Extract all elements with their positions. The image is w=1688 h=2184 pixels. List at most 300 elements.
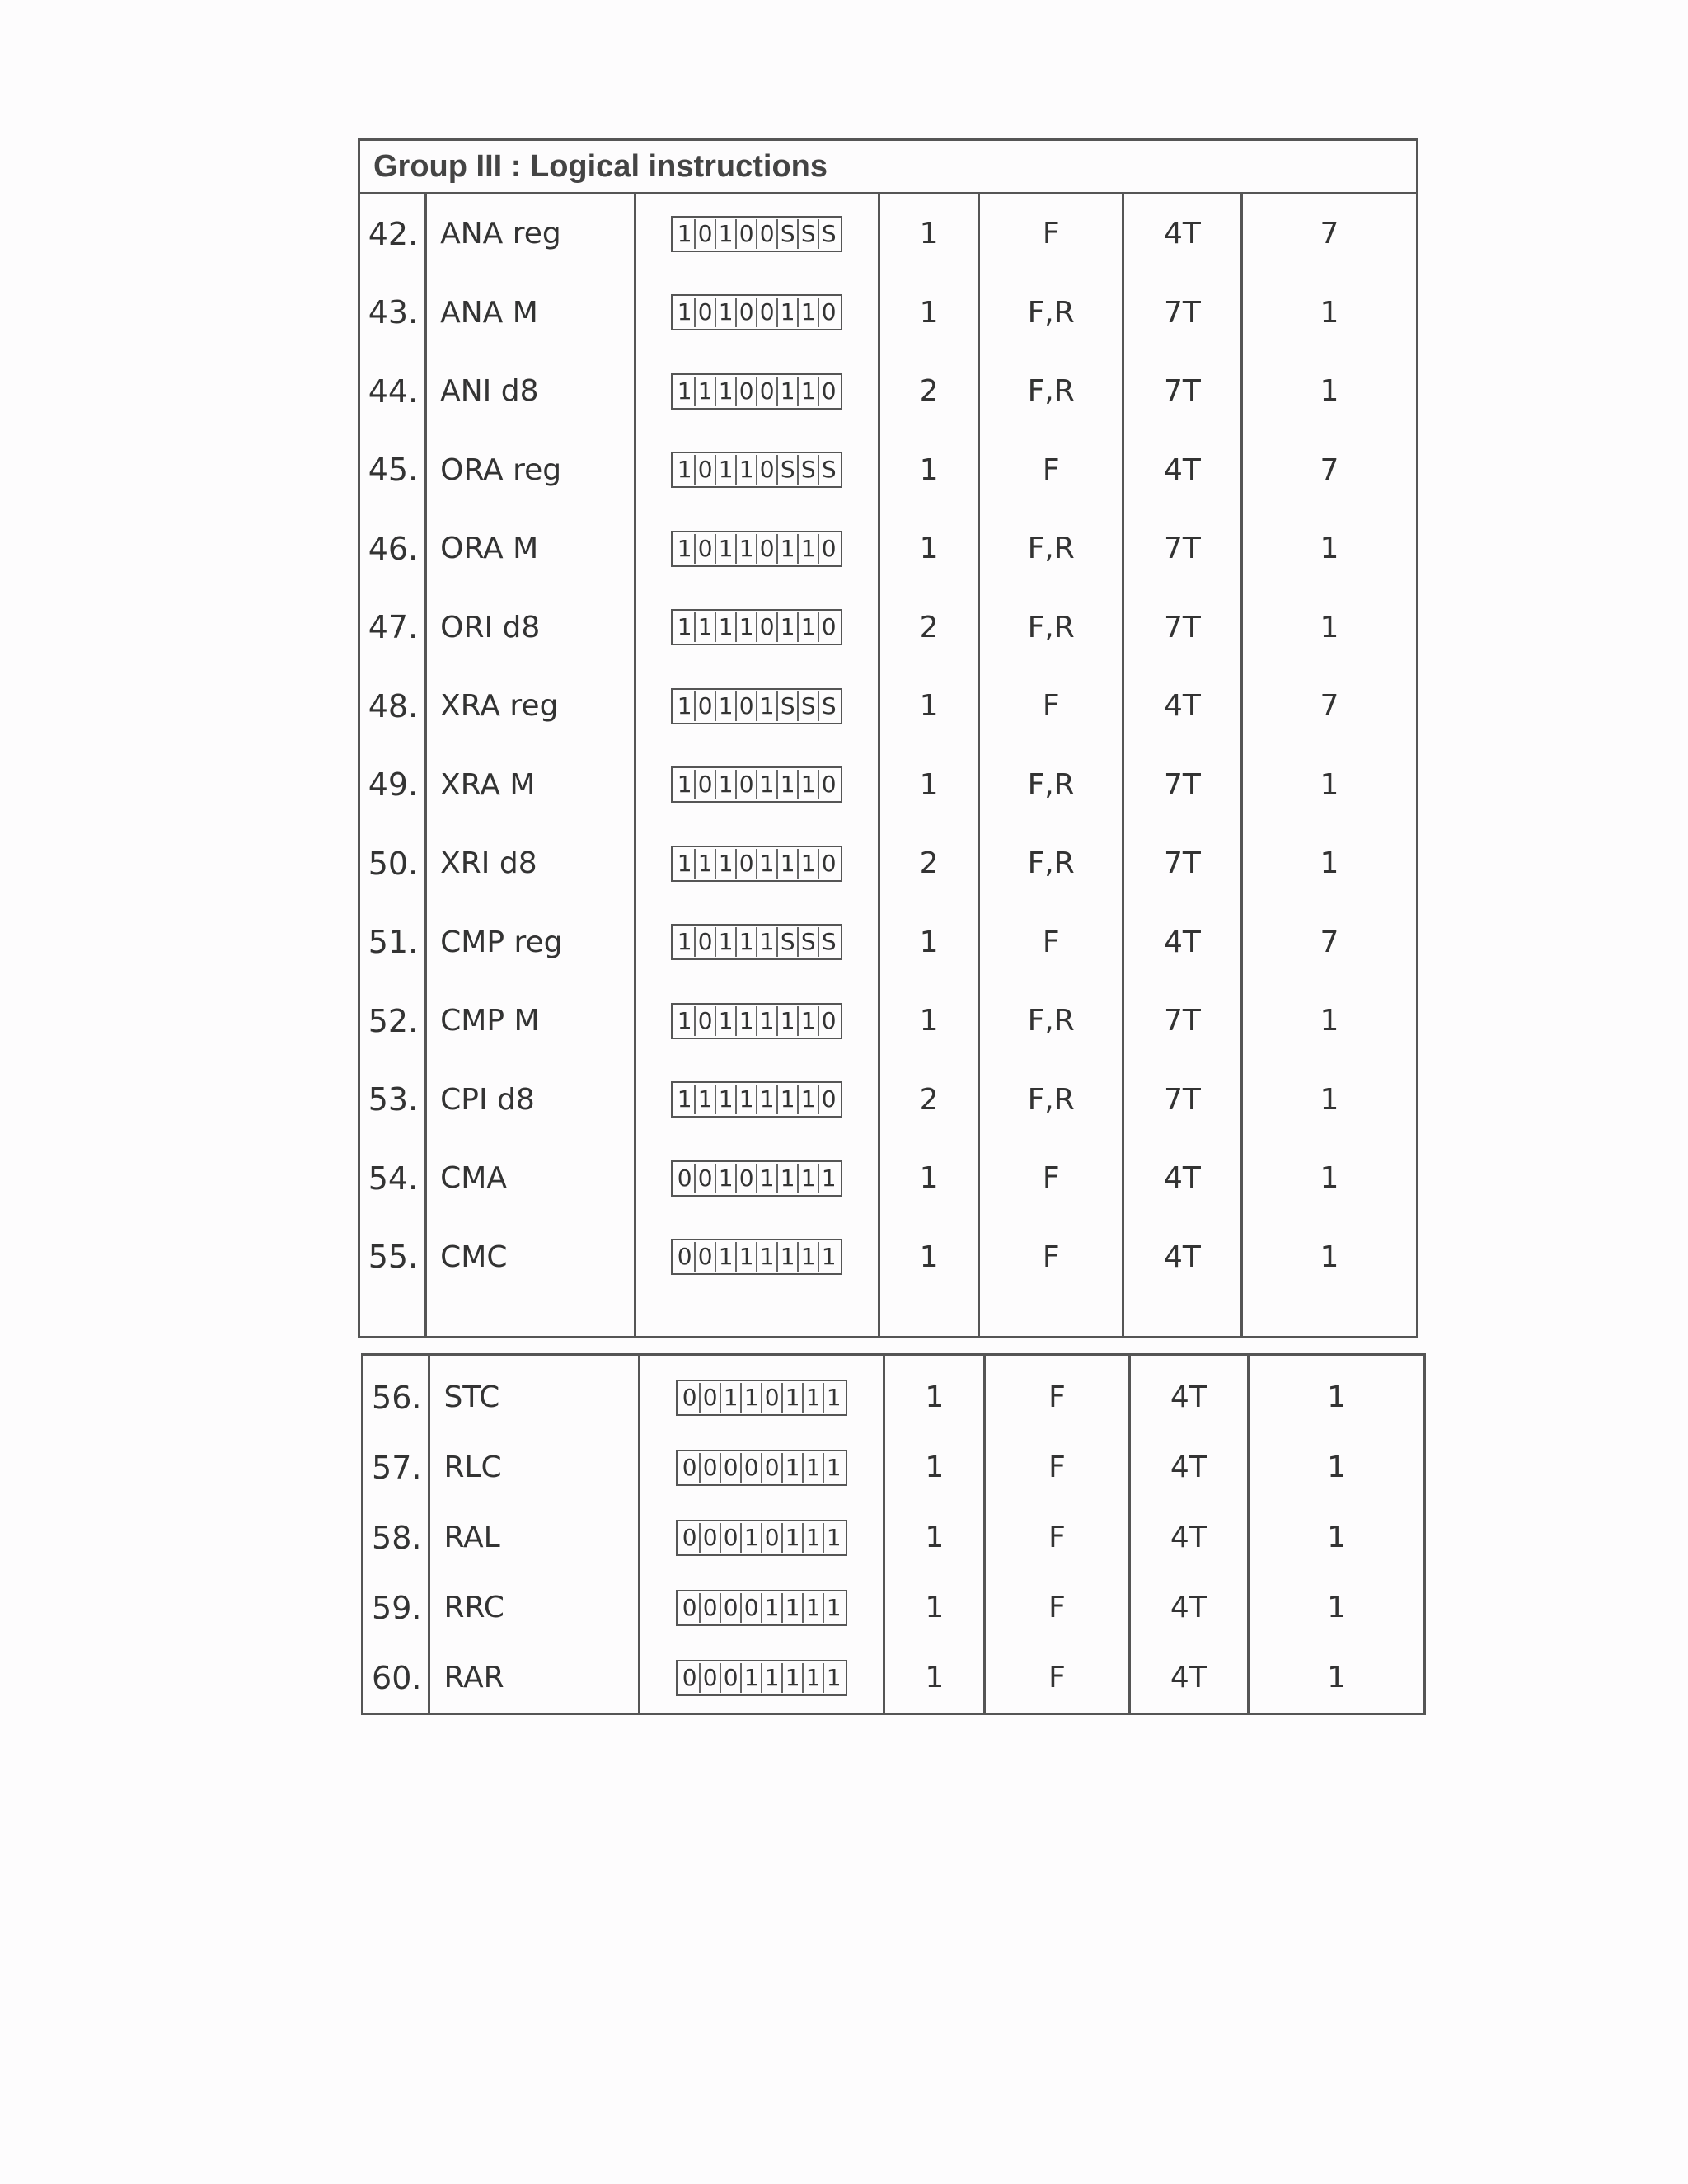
opcode-bit: 1	[735, 534, 756, 564]
opcode-bits	[635, 352, 879, 431]
row-number: 45.	[359, 431, 426, 510]
opcode-box	[671, 1081, 842, 1118]
opcode-box	[671, 373, 842, 410]
opcode-bit: 0	[699, 1383, 720, 1413]
opcode-bit: 1	[756, 770, 776, 799]
row-number: 48.	[359, 667, 426, 746]
t-states: 4T	[1123, 1139, 1241, 1218]
instruction-row	[363, 1643, 1425, 1714]
opcode-bit: 0	[720, 1453, 740, 1483]
opcode-bit: 1	[776, 612, 797, 642]
opcode-bit: 0	[818, 377, 838, 406]
flags-affected: F	[985, 1572, 1129, 1643]
instruction-row	[359, 509, 1418, 588]
t-states: 4T	[1123, 903, 1241, 982]
opcode-bit: 1	[776, 377, 797, 406]
opcode-bit: 1	[761, 1663, 781, 1693]
opcode-bit: 0	[818, 534, 838, 564]
opcode-bit: 1	[797, 534, 818, 564]
mnemonic: ORA reg	[426, 431, 635, 510]
opcode-bit: 1	[694, 849, 715, 879]
t-states: 4T	[1123, 1218, 1241, 1297]
opcode-bit: 1	[781, 1453, 802, 1483]
opcode-bits	[635, 667, 879, 746]
flags-affected: F,R	[979, 274, 1123, 353]
flags-affected: F	[979, 431, 1123, 510]
opcode-bit: 1	[823, 1453, 843, 1483]
flags-affected: F	[985, 1502, 1129, 1572]
byte-count: 2	[879, 824, 979, 903]
instruction-row	[359, 352, 1418, 431]
opcode-bit: 0	[818, 612, 838, 642]
opcode-bit: 1	[797, 770, 818, 799]
t-states: 7T	[1123, 982, 1241, 1061]
opcode-bit: 1	[677, 456, 692, 484]
byte-count: 2	[879, 352, 979, 431]
opcode-bit: 1	[715, 612, 735, 642]
instruction-count: 7	[1241, 194, 1417, 274]
mnemonic: RRC	[429, 1572, 640, 1643]
byte-count: 1	[884, 1432, 985, 1502]
opcode-bit: 1	[677, 928, 692, 956]
opcode-bit: 0	[694, 927, 715, 957]
opcode-bit: 0	[735, 377, 756, 406]
opcode-bit: 0	[756, 612, 776, 642]
opcode-bit: 1	[735, 612, 756, 642]
instruction-row	[363, 1572, 1425, 1643]
opcode-bit: 0	[818, 1085, 838, 1114]
instruction-row	[363, 1432, 1425, 1502]
opcode-bit: 1	[797, 298, 818, 327]
opcode-bit: 0	[682, 1663, 697, 1691]
opcode-bit: 1	[756, 691, 776, 721]
mnemonic: RAR	[429, 1643, 640, 1714]
opcode-bit: 1	[715, 377, 735, 406]
row-number: 46.	[359, 509, 426, 588]
opcode-bit: 1	[677, 849, 692, 877]
opcode-box	[671, 846, 842, 882]
opcode-bit: 0	[694, 1164, 715, 1193]
opcode-bit: 1	[823, 1593, 843, 1623]
opcode-bit: 0	[756, 455, 776, 485]
byte-count: 1	[879, 1139, 979, 1218]
opcode-bit: 1	[715, 927, 735, 957]
opcode-bit: 1	[776, 1085, 797, 1114]
row-number: 52.	[359, 982, 426, 1061]
flags-affected: F,R	[979, 824, 1123, 903]
opcode-bit: 1	[740, 1663, 761, 1693]
instruction-row	[359, 667, 1418, 746]
flags-affected: F,R	[979, 746, 1123, 825]
mnemonic: RLC	[429, 1432, 640, 1502]
opcode-bit: 0	[756, 298, 776, 327]
opcode-bit: 1	[781, 1663, 802, 1693]
byte-count: 1	[884, 1643, 985, 1714]
flags-affected: F	[985, 1432, 1129, 1502]
opcode-box	[671, 766, 842, 803]
opcode-bit: S	[776, 455, 797, 485]
byte-count: 1	[879, 509, 979, 588]
opcode-bit: 0	[694, 691, 715, 721]
instruction-row	[359, 431, 1418, 510]
t-states: 7T	[1123, 746, 1241, 825]
opcode-bit: 0	[735, 691, 756, 721]
opcode-bit: 1	[776, 1164, 797, 1193]
instruction-count: 1	[1241, 824, 1417, 903]
instruction-count: 1	[1241, 1218, 1417, 1297]
opcode-bit: 1	[776, 849, 797, 879]
opcode-bit: 0	[761, 1453, 781, 1483]
t-states: 4T	[1123, 667, 1241, 746]
opcode-bits	[635, 588, 879, 668]
group-title: Group III : Logical instructions	[359, 139, 1418, 194]
opcode-bit: 1	[802, 1593, 823, 1623]
t-states: 4T	[1129, 1432, 1249, 1502]
opcode-bit: 0	[735, 1164, 756, 1193]
mnemonic: CMP M	[426, 982, 635, 1061]
opcode-bits	[635, 1061, 879, 1140]
opcode-bit: 1	[797, 1085, 818, 1114]
opcode-bits	[635, 824, 879, 903]
opcode-box	[671, 609, 842, 645]
instruction-count: 1	[1249, 1572, 1425, 1643]
opcode-bit: 1	[802, 1663, 823, 1693]
opcode-box	[676, 1660, 847, 1696]
opcode-bit: 1	[715, 1085, 735, 1114]
opcode-bits	[635, 1218, 879, 1297]
byte-count: 1	[884, 1502, 985, 1572]
opcode-bit: 0	[699, 1593, 720, 1623]
opcode-bit: 1	[756, 1006, 776, 1036]
opcode-bit: 1	[776, 534, 797, 564]
opcode-box	[671, 924, 842, 960]
opcode-bit: 0	[694, 219, 715, 249]
flags-affected: F	[985, 1643, 1129, 1714]
opcode-bits	[639, 1502, 884, 1572]
opcode-bit: 0	[694, 1242, 715, 1272]
opcode-bit: 0	[694, 298, 715, 327]
rotate-instructions-table	[361, 1353, 1426, 1715]
opcode-bit: 1	[818, 1242, 838, 1272]
opcode-bit: 1	[694, 1085, 715, 1114]
t-states: 4T	[1129, 1643, 1249, 1714]
opcode-bit: S	[797, 927, 818, 957]
opcode-box	[671, 531, 842, 567]
opcode-bit: 1	[694, 377, 715, 406]
byte-count: 1	[884, 1355, 985, 1433]
t-states: 7T	[1123, 509, 1241, 588]
opcode-bit: 1	[735, 1006, 756, 1036]
opcode-bit: 0	[694, 770, 715, 799]
mnemonic: XRA M	[426, 746, 635, 825]
opcode-bit: 1	[756, 927, 776, 957]
opcode-bit: 1	[781, 1523, 802, 1553]
mnemonic: ORI d8	[426, 588, 635, 668]
opcode-bit: 1	[677, 1006, 692, 1034]
opcode-bit: 1	[756, 1085, 776, 1114]
opcode-bit: 0	[735, 849, 756, 879]
opcode-bit: 1	[677, 219, 692, 247]
opcode-bits	[639, 1643, 884, 1714]
instruction-count: 7	[1241, 667, 1417, 746]
byte-count: 1	[879, 903, 979, 982]
opcode-bit: 1	[715, 1242, 735, 1272]
opcode-bit: 0	[682, 1453, 697, 1481]
flags-affected: F	[979, 1139, 1123, 1218]
opcode-bits	[635, 509, 879, 588]
opcode-bit: 0	[682, 1383, 697, 1411]
opcode-bit: 1	[735, 927, 756, 957]
opcode-box	[676, 1520, 847, 1556]
mnemonic: XRA reg	[426, 667, 635, 746]
opcode-bit: 1	[776, 770, 797, 799]
opcode-bit: S	[797, 455, 818, 485]
mnemonic: ORA M	[426, 509, 635, 588]
byte-count: 2	[879, 588, 979, 668]
row-number: 49.	[359, 746, 426, 825]
logical-instructions-table	[358, 138, 1418, 1338]
opcode-bit: S	[776, 219, 797, 249]
opcode-bit: 1	[756, 1242, 776, 1272]
opcode-bits	[635, 746, 879, 825]
opcode-bit: 0	[818, 770, 838, 799]
opcode-bit: 1	[776, 1242, 797, 1272]
flags-affected: F,R	[979, 509, 1123, 588]
opcode-bit: 1	[797, 849, 818, 879]
opcode-bit: 1	[735, 455, 756, 485]
t-states: 4T	[1123, 431, 1241, 510]
opcode-bit: 1	[823, 1523, 843, 1553]
t-states: 4T	[1129, 1502, 1249, 1572]
instruction-count: 1	[1241, 274, 1417, 353]
mnemonic: CMA	[426, 1139, 635, 1218]
opcode-box	[671, 216, 842, 252]
t-states: 4T	[1129, 1355, 1249, 1433]
byte-count: 1	[884, 1572, 985, 1643]
instruction-count: 1	[1241, 1061, 1417, 1140]
row-number: 43.	[359, 274, 426, 353]
opcode-bit: 0	[694, 455, 715, 485]
byte-count: 1	[879, 746, 979, 825]
opcode-bits	[635, 431, 879, 510]
flags-affected: F	[979, 903, 1123, 982]
opcode-bit: 1	[715, 1164, 735, 1193]
instruction-row	[359, 903, 1418, 982]
t-states: 7T	[1123, 274, 1241, 353]
opcode-bit: 0	[740, 1593, 761, 1623]
flags-affected: F	[985, 1355, 1129, 1433]
flags-affected: F	[979, 667, 1123, 746]
opcode-box	[671, 1003, 842, 1039]
t-states: 7T	[1123, 1061, 1241, 1140]
instruction-count: 1	[1249, 1355, 1425, 1433]
opcode-bit: 0	[735, 298, 756, 327]
instruction-count: 1	[1249, 1502, 1425, 1572]
opcode-box	[671, 294, 842, 330]
byte-count: 1	[879, 274, 979, 353]
byte-count: 1	[879, 431, 979, 510]
opcode-bit: 1	[715, 298, 735, 327]
opcode-box	[676, 1590, 847, 1626]
instruction-count: 1	[1249, 1643, 1425, 1714]
row-number: 44.	[359, 352, 426, 431]
opcode-bit: 0	[818, 1006, 838, 1036]
opcode-bit: 0	[818, 849, 838, 879]
instruction-count: 1	[1241, 1139, 1417, 1218]
opcode-bit: S	[818, 691, 838, 721]
row-number: 59.	[363, 1572, 429, 1643]
instruction-count: 1	[1241, 982, 1417, 1061]
row-number: 57.	[363, 1432, 429, 1502]
opcode-bit: 1	[797, 377, 818, 406]
opcode-bit: 1	[715, 691, 735, 721]
opcode-bit: 1	[797, 1164, 818, 1193]
instruction-row	[359, 1218, 1418, 1297]
opcode-bit: 0	[818, 298, 838, 327]
t-states: 7T	[1123, 588, 1241, 668]
opcode-bits	[639, 1355, 884, 1433]
opcode-bit: 0	[761, 1523, 781, 1553]
byte-count: 1	[879, 667, 979, 746]
opcode-bit: 1	[797, 612, 818, 642]
instruction-row	[359, 1061, 1418, 1140]
instruction-count: 1	[1241, 509, 1417, 588]
opcode-bit: 1	[677, 298, 692, 326]
opcode-bit: S	[818, 219, 838, 249]
opcode-bit: 1	[715, 770, 735, 799]
opcode-bit: S	[776, 927, 797, 957]
instruction-row	[359, 194, 1418, 274]
instruction-count: 1	[1241, 588, 1417, 668]
opcode-bit: 1	[677, 613, 692, 641]
opcode-bit: 1	[781, 1383, 802, 1413]
instruction-count: 7	[1241, 431, 1417, 510]
mnemonic: CPI d8	[426, 1061, 635, 1140]
opcode-bit: 0	[735, 770, 756, 799]
instruction-row	[359, 824, 1418, 903]
opcode-bit: 1	[715, 534, 735, 564]
opcode-bit: S	[818, 927, 838, 957]
opcode-bit: 0	[761, 1383, 781, 1413]
instruction-row	[359, 588, 1418, 668]
t-states: 7T	[1123, 352, 1241, 431]
row-number: 42.	[359, 194, 426, 274]
opcode-bit: 1	[715, 1006, 735, 1036]
opcode-bit: 1	[677, 1085, 692, 1113]
table-bottom-padding	[359, 1296, 1418, 1338]
opcode-bit: S	[776, 691, 797, 721]
instruction-count: 1	[1241, 352, 1417, 431]
row-number: 56.	[363, 1355, 429, 1433]
opcode-bit: 0	[756, 377, 776, 406]
opcode-bit: 0	[720, 1593, 740, 1623]
opcode-bit: 1	[823, 1663, 843, 1693]
opcode-bit: 0	[682, 1523, 697, 1551]
opcode-bit: 1	[735, 1085, 756, 1114]
instruction-row	[359, 746, 1418, 825]
opcode-bits	[635, 1139, 879, 1218]
instruction-count: 1	[1241, 746, 1417, 825]
opcode-bit: 0	[720, 1663, 740, 1693]
opcode-bit: 1	[694, 612, 715, 642]
byte-count: 1	[879, 982, 979, 1061]
opcode-bit: 0	[756, 219, 776, 249]
opcode-bit: 1	[756, 849, 776, 879]
opcode-bit: 1	[823, 1383, 843, 1413]
opcode-bit: 1	[781, 1593, 802, 1623]
instruction-count: 7	[1241, 903, 1417, 982]
opcode-bits	[639, 1572, 884, 1643]
opcode-bit: 1	[715, 219, 735, 249]
row-number: 53.	[359, 1061, 426, 1140]
instruction-row	[363, 1355, 1425, 1433]
mnemonic: CMC	[426, 1218, 635, 1297]
opcode-box	[671, 1160, 842, 1197]
opcode-bit: 0	[699, 1453, 720, 1483]
flags-affected: F,R	[979, 588, 1123, 668]
opcode-bit: 1	[740, 1523, 761, 1553]
mnemonic: STC	[429, 1355, 640, 1433]
opcode-bit: S	[818, 455, 838, 485]
row-number: 55.	[359, 1218, 426, 1297]
byte-count: 1	[879, 194, 979, 274]
opcode-bit: 1	[802, 1453, 823, 1483]
opcode-bit: 1	[797, 1006, 818, 1036]
opcode-bit: 0	[694, 534, 715, 564]
opcode-bit: 1	[720, 1383, 740, 1413]
mnemonic: RAL	[429, 1502, 640, 1572]
opcode-bit: 0	[740, 1453, 761, 1483]
opcode-bit: 1	[740, 1383, 761, 1413]
instruction-row	[363, 1502, 1425, 1572]
opcode-bit: 0	[677, 1164, 692, 1192]
opcode-bit: 0	[756, 534, 776, 564]
t-states: 4T	[1129, 1572, 1249, 1643]
row-number: 51.	[359, 903, 426, 982]
instruction-row	[359, 274, 1418, 353]
opcode-bit: 1	[735, 1242, 756, 1272]
opcode-bit: 1	[797, 1242, 818, 1272]
opcode-bit: 1	[677, 534, 692, 562]
opcode-bit: 1	[715, 849, 735, 879]
opcode-box	[671, 452, 842, 488]
opcode-bit: 0	[694, 1006, 715, 1036]
opcode-bit: 0	[682, 1593, 697, 1621]
opcode-bit: S	[797, 691, 818, 721]
opcode-bit: 1	[677, 377, 692, 405]
opcode-box	[676, 1380, 847, 1416]
opcode-bits	[635, 903, 879, 982]
opcode-bit: 1	[715, 455, 735, 485]
flags-affected: F	[979, 1218, 1123, 1297]
flags-affected: F	[979, 194, 1123, 274]
opcode-box	[676, 1450, 847, 1486]
row-number: 60.	[363, 1643, 429, 1714]
opcode-bit: S	[797, 219, 818, 249]
opcode-bit: 1	[677, 691, 692, 719]
instruction-row	[359, 1139, 1418, 1218]
opcode-bits	[639, 1432, 884, 1502]
flags-affected: F,R	[979, 1061, 1123, 1140]
byte-count: 1	[879, 1218, 979, 1297]
row-number: 54.	[359, 1139, 426, 1218]
opcode-bit: 1	[818, 1164, 838, 1193]
opcode-bit: 0	[720, 1523, 740, 1553]
opcode-bit: 1	[776, 298, 797, 327]
row-number: 50.	[359, 824, 426, 903]
opcode-bit: 0	[677, 1243, 692, 1271]
opcode-bit: 0	[735, 219, 756, 249]
